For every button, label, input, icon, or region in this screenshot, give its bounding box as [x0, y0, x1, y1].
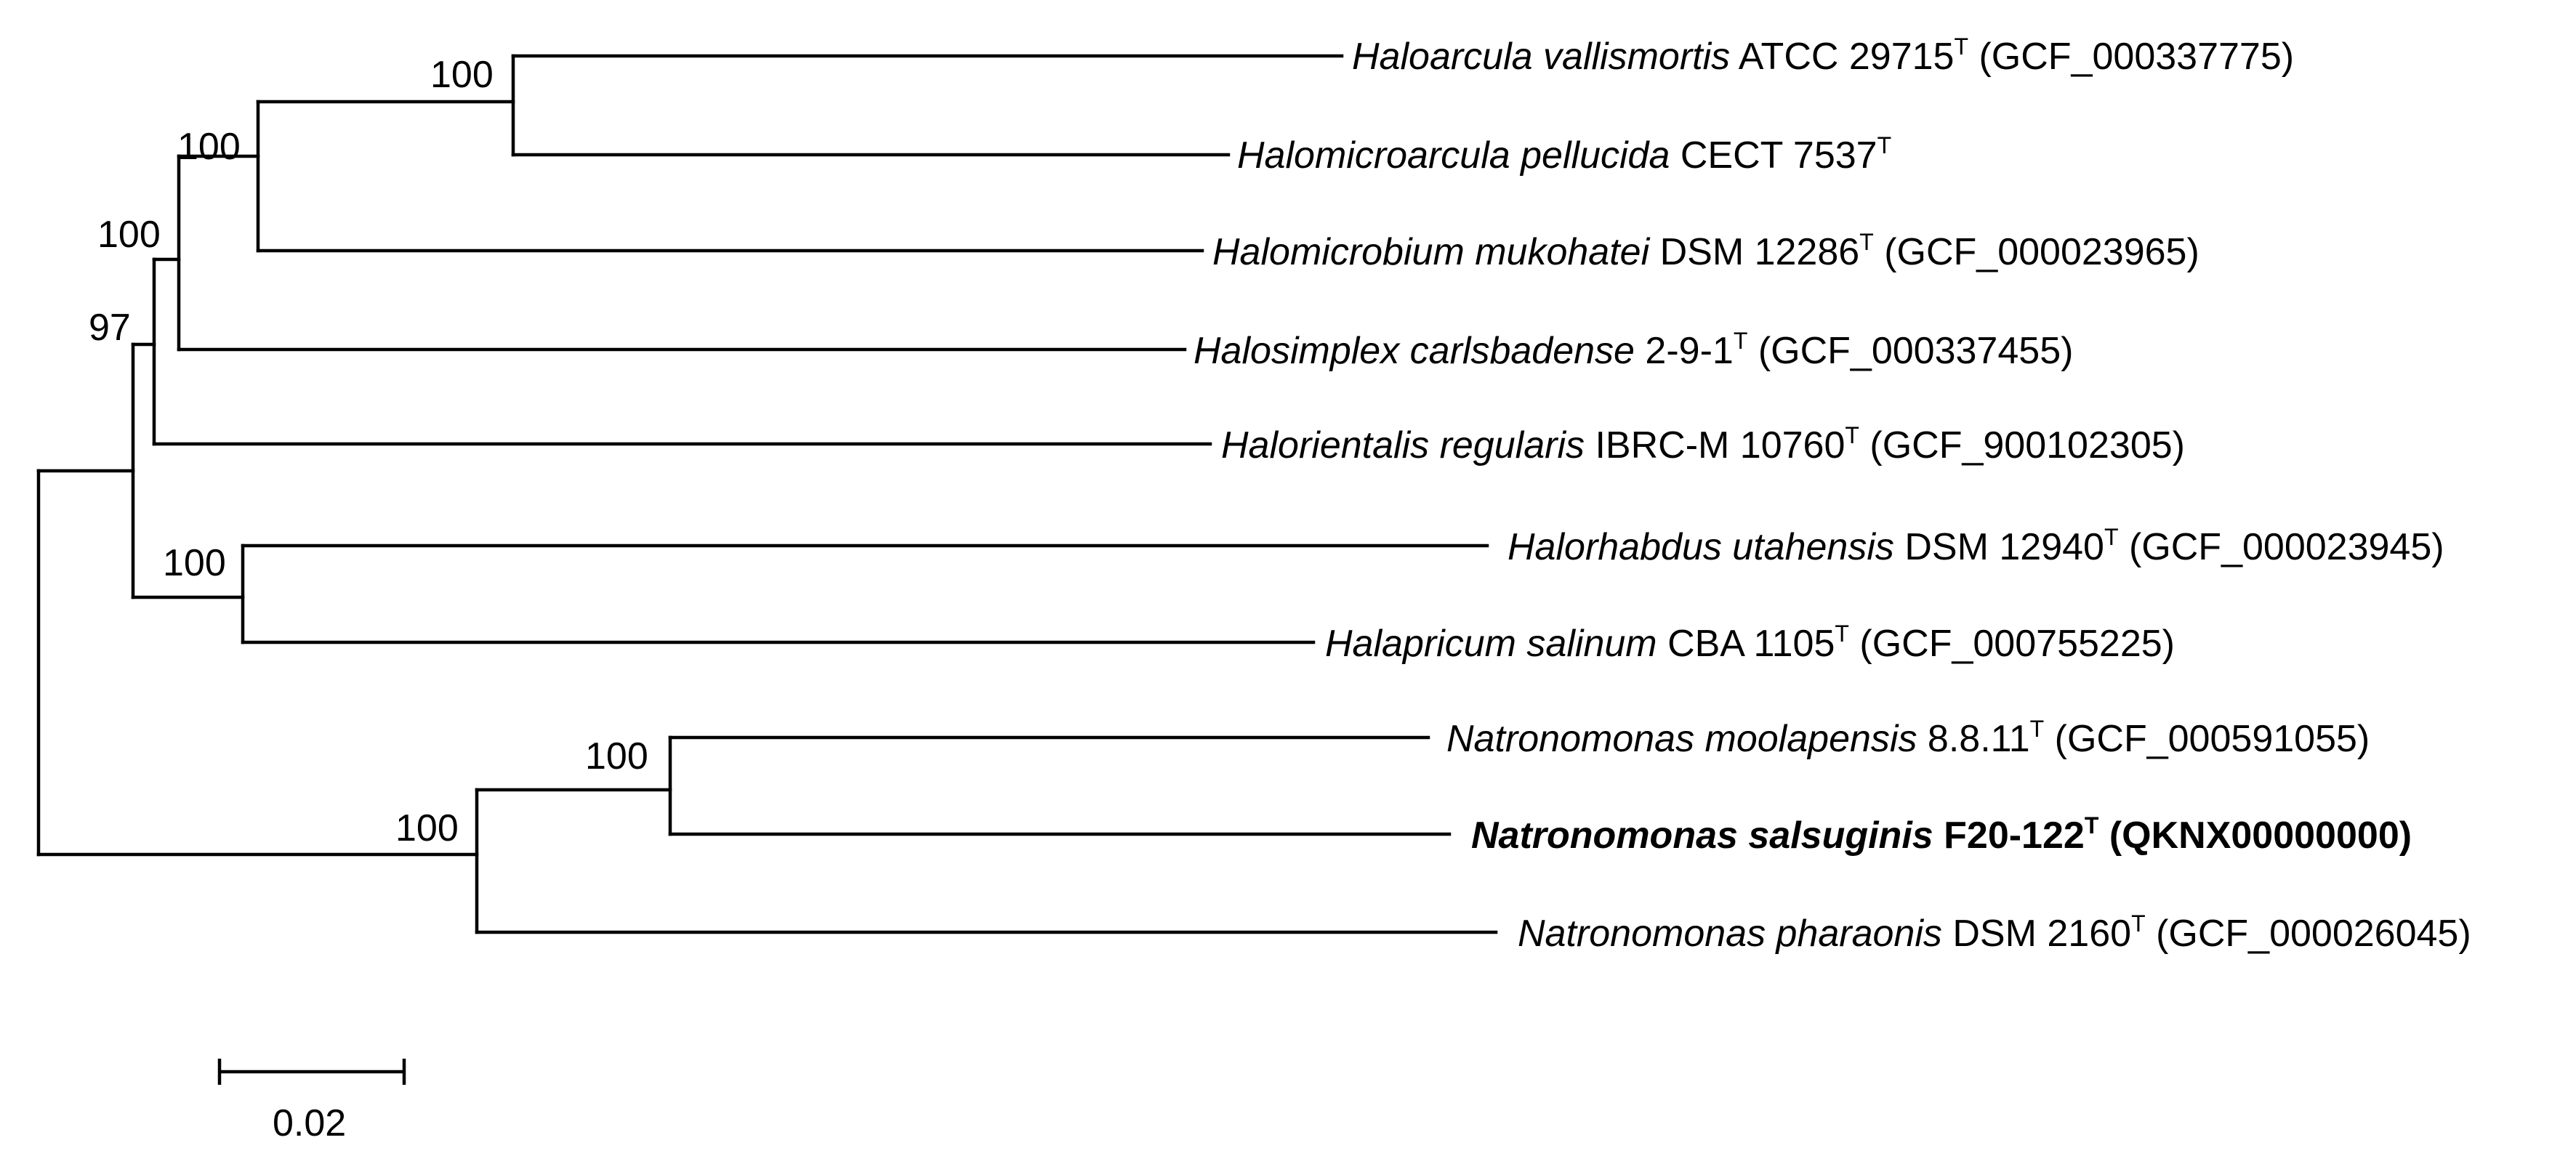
type-strain-superscript: T: [2084, 812, 2099, 838]
type-strain-superscript: T: [2104, 524, 2119, 550]
support-value: 100: [430, 54, 494, 96]
taxon-accession: (GCF_900102305): [1869, 424, 2185, 466]
taxon-strain: 8.8.11: [1927, 718, 2030, 760]
taxon-name: Halomicroarcula pellucida: [1237, 134, 1670, 177]
taxon-label: [1508, 524, 2444, 568]
taxon-label: [1212, 229, 2199, 273]
support-value: 100: [163, 542, 226, 584]
support-value: 100: [585, 735, 648, 777]
taxon-label: [1325, 621, 2175, 665]
bootstrap-support-values: [89, 54, 648, 849]
taxon-labels: [1194, 33, 2471, 955]
taxon-label: [1237, 132, 1891, 177]
taxon-accession: (GCF_000023945): [2128, 526, 2444, 568]
taxon-accession: (GCF_000337775): [1979, 36, 2295, 78]
taxon-accession: (GCF_000591055): [2054, 718, 2370, 760]
taxon-accession: (GCF_000755225): [1859, 623, 2175, 665]
taxon-label: [1518, 910, 2471, 955]
taxon-name: Halomicrobium mukohatei: [1212, 231, 1650, 273]
type-strain-superscript: T: [1877, 132, 1892, 158]
type-strain-superscript: T: [1733, 328, 1748, 354]
taxon-strain: DSM 2160: [1952, 913, 2132, 955]
support-value: 100: [97, 214, 161, 256]
taxon-label: [1352, 33, 2294, 78]
taxon-label: [1221, 422, 2185, 466]
taxon-accession: (GCF_000023965): [1884, 231, 2199, 273]
type-strain-superscript: T: [2131, 910, 2146, 937]
taxon-strain: CECT 7537: [1680, 134, 1877, 177]
taxon-accession: (GCF_000337455): [1758, 330, 2074, 372]
taxon-name: Natronomonas salsuginis: [1471, 815, 1933, 857]
support-value: 100: [395, 807, 459, 849]
taxon-name: Natronomonas moolapensis: [1446, 718, 1917, 760]
tree-branches: [39, 56, 1496, 932]
taxon-label: [1471, 812, 2412, 857]
taxon-name: Halosimplex carlsbadense: [1194, 330, 1635, 372]
taxon-name: Halorhabdus utahensis: [1508, 526, 1894, 568]
type-strain-superscript: T: [1845, 422, 1859, 448]
taxon-strain: CBA 1105: [1667, 623, 1835, 665]
type-strain-superscript: T: [1859, 229, 1874, 255]
type-strain-superscript: T: [1835, 621, 1849, 647]
taxon-accession: (QKNX00000000): [2109, 815, 2412, 857]
type-strain-superscript: T: [2029, 716, 2045, 742]
taxon-name: Halapricum salinum: [1325, 623, 1657, 665]
scale-bar: [220, 1059, 404, 1144]
taxon-strain: ATCC 29715: [1738, 36, 1955, 78]
support-value: 97: [89, 307, 131, 349]
taxon-accession: (GCF_000026045): [2156, 913, 2471, 955]
taxon-strain: IBRC-M 10760: [1595, 424, 1846, 466]
scale-bar-label: 0.02: [273, 1102, 347, 1144]
taxon-strain: DSM 12940: [1904, 526, 2104, 568]
taxon-strain: DSM 12286: [1659, 231, 1860, 273]
taxon-name: Haloarcula vallismortis: [1352, 36, 1731, 78]
support-value: 100: [177, 126, 241, 168]
taxon-label: [1446, 716, 2370, 760]
taxon-name: Natronomonas pharaonis: [1518, 913, 1942, 955]
taxon-strain: F20-122: [1944, 815, 2085, 857]
taxon-name: Halorientalis regularis: [1221, 424, 1585, 466]
taxon-strain: 2-9-1: [1645, 330, 1734, 372]
type-strain-superscript: T: [1954, 33, 1969, 60]
taxon-label: [1194, 328, 2073, 372]
